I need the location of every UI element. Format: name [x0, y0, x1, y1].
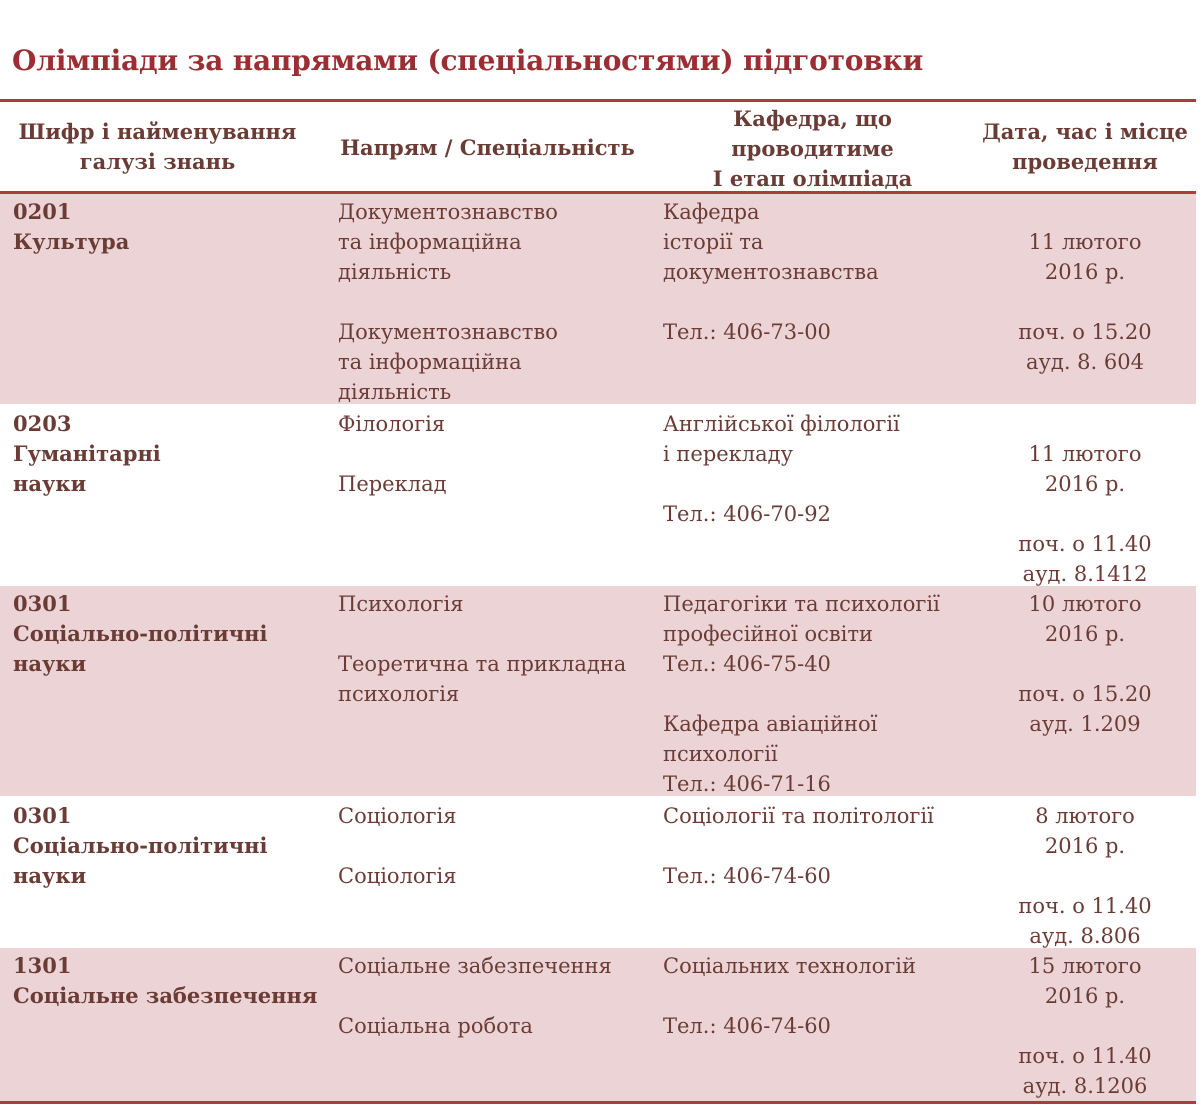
table-row	[0, 798, 1196, 948]
header-department: Кафедра, що проводитиме І етап олімпіада	[712, 106, 913, 191]
cell-code-name: 0201 Культура	[13, 199, 130, 254]
cell-datetime: 11 лютого 2016 р. поч. о 15.20 ауд. 8. 604	[1018, 230, 1152, 374]
cell-code-name: 0301 Соціально-політичні науки	[13, 591, 268, 676]
cell-datetime: 11 лютого 2016 р. поч. о 11.40 ауд. 8.1412	[1018, 442, 1152, 586]
table-row	[0, 194, 1196, 406]
cell-code-name: 0301 Соціально-політичні науки	[13, 803, 268, 888]
cell-specialty: Документознавство та інформаційна діяльність Документознавство та інформаційна діяльність	[338, 200, 558, 404]
table-row	[0, 586, 1196, 798]
cell-specialty: Соціальне забезпечення Соціальна робота	[338, 954, 612, 1038]
cell-department: Педагогіки та психології професійної освіти Тел.: 406-75-40 Кафедра авіаційної психології Тел.: 406-71-16	[663, 592, 940, 796]
cell-department: Англійської філології і перекладу Тел.: 406-70-92	[663, 412, 900, 526]
cell-department: Соціальних технологій Тел.: 406-74-60	[663, 954, 916, 1038]
cell-specialty: Психологія Теоретична та прикладна психологія	[338, 592, 627, 706]
header-specialty: Напрям / Спеціальність	[340, 135, 635, 160]
header-datetime: Дата, час і місце проведення	[982, 119, 1188, 174]
table-row	[0, 406, 1196, 586]
table-header	[0, 102, 1196, 191]
cell-department: Кафедра історії та документознавства Тел.: 406-73-00	[663, 200, 879, 344]
cell-datetime: 15 лютого 2016 р. поч. о 11.40 ауд. 8.1206	[1018, 954, 1152, 1098]
table-row	[0, 948, 1196, 1101]
table-bottom-rule	[0, 1101, 1196, 1104]
cell-code-name: 1301 Соціальне забезпечення	[13, 953, 318, 1008]
cell-datetime: 8 лютого 2016 р. поч. о 11.40 ауд. 8.806	[1018, 804, 1152, 948]
cell-department: Соціології та політології Тел.: 406-74-60	[663, 804, 934, 888]
cell-specialty: Філологія Переклад	[338, 412, 447, 496]
cell-specialty: Соціологія Соціологія	[338, 804, 457, 888]
header-code-name: Шифр і найменування галузі знань	[18, 119, 297, 174]
cell-code-name: 0203 Гуманітарні науки	[13, 411, 161, 496]
page-title: Олімпіади за напрямами (спеціальностями) підготовки	[12, 44, 924, 77]
cell-datetime: 10 лютого 2016 р. поч. о 15.20 ауд. 1.209	[1018, 592, 1152, 736]
